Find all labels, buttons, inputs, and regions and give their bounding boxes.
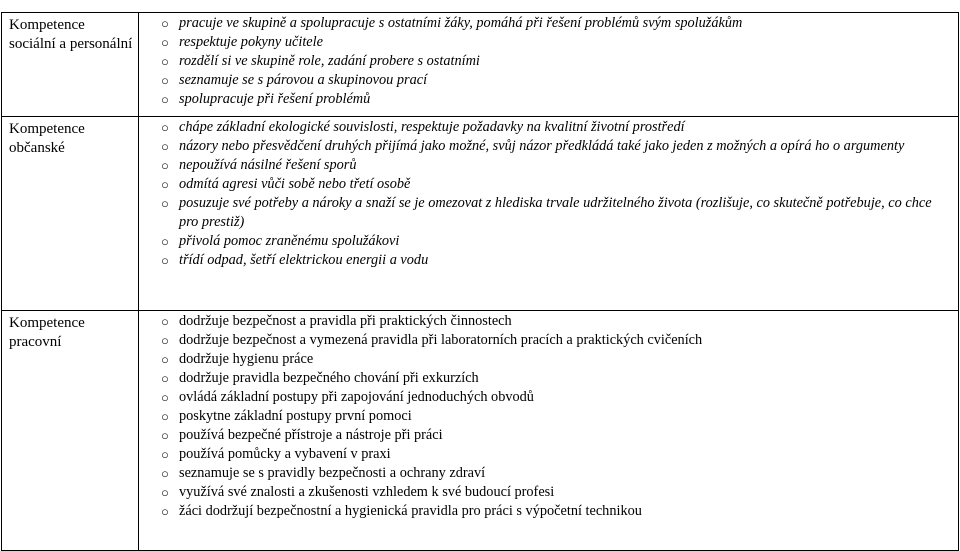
bullet-icon: ○ (161, 447, 169, 462)
list-item-text: pracuje ve skupině a spolupracuje s ostatními žáky, pomáhá při řešení problémů svým spolužákům (179, 15, 743, 31)
competence-items-cell (139, 117, 959, 311)
bullet-icon: ○ (161, 196, 169, 211)
list-item (161, 369, 948, 388)
competence-list (161, 14, 948, 109)
competence-table (1, 12, 959, 551)
list-item (161, 312, 948, 331)
bullet-icon: ○ (161, 409, 169, 424)
list-item (161, 331, 948, 350)
list-item (161, 388, 948, 407)
list-item (161, 156, 948, 175)
bullet-icon: ○ (161, 253, 169, 268)
list-item-text: třídí odpad, šetří elektrickou energii a vodu (179, 252, 429, 268)
list-item-text: využívá své znalosti a zkušenosti vzhledem k své budoucí profesi (179, 484, 555, 500)
bullet-icon: ○ (161, 139, 169, 154)
list-item (161, 137, 948, 156)
bullet-icon: ○ (161, 333, 169, 348)
list-item-text: žáci dodržují bezpečnostní a hygienická pravidla pro práci s výpočetní technikou (179, 503, 642, 519)
bullet-icon: ○ (161, 390, 169, 405)
list-item-text: dodržuje pravidla bezpečného chování při exkurzích (179, 370, 479, 386)
list-item-text: odmítá agresi vůči sobě nebo třetí osobě (179, 176, 411, 192)
competence-row-civic (2, 117, 959, 311)
bullet-icon: ○ (161, 120, 169, 135)
bullet-icon: ○ (161, 73, 169, 88)
competence-items-cell (139, 311, 959, 551)
list-item (161, 232, 948, 251)
bullet-icon: ○ (161, 158, 169, 173)
list-item-text: poskytne základní postupy první pomoci (179, 408, 412, 424)
list-item (161, 52, 948, 71)
competence-list (161, 118, 948, 270)
list-item (161, 502, 948, 521)
competence-label: Kompetence občanské (2, 117, 139, 311)
bullet-icon: ○ (161, 16, 169, 31)
competence-row-social (2, 13, 959, 117)
list-item-text: seznamuje se s pravidly bezpečnosti a ochrany zdraví (179, 465, 486, 481)
bullet-icon: ○ (161, 314, 169, 329)
competence-label: Kompetence pracovní (2, 311, 139, 551)
bullet-icon: ○ (161, 234, 169, 249)
list-item-text: dodržuje bezpečnost a pravidla při praktických činnostech (179, 313, 512, 329)
list-item-text: používá pomůcky a vybavení v praxi (179, 446, 391, 462)
list-item (161, 33, 948, 52)
bullet-icon: ○ (161, 177, 169, 192)
list-item-text: dodržuje bezpečnost a vymezená pravidla při laboratorních pracích a praktických cvičeních (179, 332, 703, 348)
list-item-text: rozdělí si ve skupině role, zadání probere s ostatními (179, 53, 480, 69)
list-item (161, 350, 948, 369)
bullet-icon: ○ (161, 54, 169, 69)
list-item (161, 483, 948, 502)
list-item (161, 194, 948, 232)
list-item-text: posuzuje své potřeby a nároky a snaží se je omezovat z hlediska trvale udržitelného života (rozlišuje, co skutečně potřebuje, co chce pro prestiž) (179, 195, 932, 230)
competence-row-work (2, 311, 959, 551)
bullet-icon: ○ (161, 92, 169, 107)
list-item-text: seznamuje se s párovou a skupinovou prací (179, 72, 428, 88)
list-item-text: přivolá pomoc zraněnému spolužákovi (179, 233, 400, 249)
competence-list (161, 312, 948, 521)
list-item-text: spolupracuje při řešení problémů (179, 91, 371, 107)
competence-label: Kompetence sociální a personální (2, 13, 139, 117)
list-item (161, 445, 948, 464)
list-item (161, 251, 948, 270)
list-item-text: používá bezpečné přístroje a nástroje při práci (179, 427, 443, 443)
list-item-text: názory nebo přesvědčení druhých přijímá jako možné, svůj názor předkládá také jako jeden z možných a opírá ho o argumenty (179, 138, 905, 154)
list-item (161, 90, 948, 109)
list-item-text: chápe základní ekologické souvislosti, respektuje požadavky na kvalitní životní prostředí (179, 119, 685, 135)
bullet-icon: ○ (161, 504, 169, 519)
list-item (161, 464, 948, 483)
competence-items-cell (139, 13, 959, 117)
list-item-text: ovládá základní postupy při zapojování jednoduchých obvodů (179, 389, 534, 405)
bullet-icon: ○ (161, 485, 169, 500)
list-item (161, 71, 948, 90)
bullet-icon: ○ (161, 35, 169, 50)
bullet-icon: ○ (161, 371, 169, 386)
bullet-icon: ○ (161, 352, 169, 367)
list-item-text: dodržuje hygienu práce (179, 351, 314, 367)
list-item (161, 14, 948, 33)
list-item (161, 118, 948, 137)
list-item-text: nepoužívá násilné řešení sporů (179, 157, 357, 173)
list-item (161, 407, 948, 426)
list-item-text: respektuje pokyny učitele (179, 34, 323, 50)
bullet-icon: ○ (161, 466, 169, 481)
bullet-icon: ○ (161, 428, 169, 443)
list-item (161, 426, 948, 445)
list-item (161, 175, 948, 194)
